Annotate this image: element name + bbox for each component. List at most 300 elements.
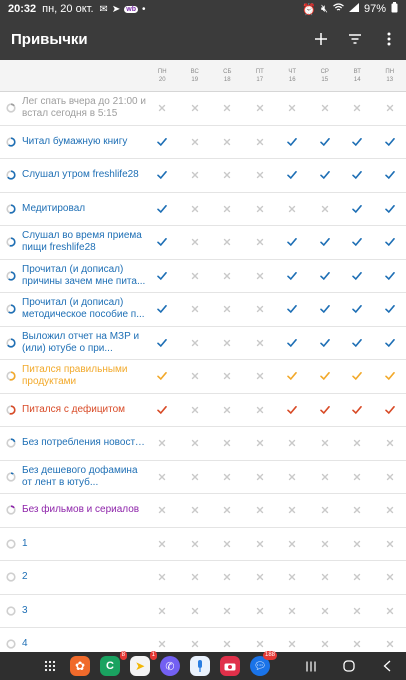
habit-empty-cross-button[interactable]	[244, 237, 277, 247]
habit-empty-cross-button[interactable]	[146, 505, 179, 515]
habit-empty-cross-button[interactable]	[211, 438, 244, 448]
habit-empty-cross-button[interactable]	[341, 539, 374, 549]
status-date: пн, 20 окт.	[42, 3, 94, 15]
habit-row[interactable]	[0, 92, 406, 126]
messages-badge: 188	[264, 652, 275, 658]
habit-empty-cross-button[interactable]	[211, 639, 244, 649]
habit-done-check-button[interactable]	[341, 304, 374, 314]
habit-done-check-button[interactable]	[374, 271, 406, 281]
habit-empty-cross-button[interactable]	[244, 438, 277, 448]
viber-app-button[interactable]	[160, 656, 180, 676]
habit-done-check-button[interactable]	[276, 371, 309, 381]
habit-name: Прочитал (и дописал) причины зачем мне пита...	[22, 263, 146, 287]
habit-empty-cross-button[interactable]	[179, 405, 212, 415]
habit-row[interactable]	[0, 293, 406, 327]
cross-icon	[385, 438, 395, 448]
habit-progress-ring-icon	[6, 539, 16, 549]
habit-empty-cross-button[interactable]	[179, 271, 212, 281]
habit-empty-cross-button[interactable]	[179, 204, 212, 214]
cross-icon	[190, 170, 200, 180]
telegram-icon: ➤	[111, 3, 121, 15]
telegram-app-button[interactable]	[130, 652, 155, 676]
habit-done-check-button[interactable]	[374, 405, 406, 415]
habits-list[interactable]	[0, 60, 406, 652]
checkmark-icon	[385, 237, 395, 247]
habit-done-check-button[interactable]	[341, 170, 374, 180]
habit-empty-cross-button[interactable]	[211, 170, 244, 180]
day-of-week-label: ПН	[157, 69, 167, 75]
cross-icon	[385, 505, 395, 515]
habit-name: Без фильмов и сериалов	[22, 504, 140, 516]
habit-empty-cross-button[interactable]	[179, 438, 212, 448]
habit-done-check-button[interactable]	[374, 371, 406, 381]
habit-row[interactable]	[0, 159, 406, 193]
habit-empty-cross-button[interactable]	[276, 438, 309, 448]
day-of-week-label: ВС	[190, 69, 199, 75]
checkmark-icon	[287, 304, 297, 314]
gmail-icon: ✉	[99, 3, 108, 15]
habit-empty-cross-button[interactable]	[309, 505, 342, 515]
app-bar	[0, 18, 406, 60]
checkmark-icon	[287, 405, 297, 415]
habit-empty-cross-button[interactable]	[374, 103, 406, 113]
habit-empty-cross-button[interactable]	[179, 371, 212, 381]
checkmark-icon	[352, 304, 362, 314]
checkmark-icon	[287, 170, 297, 180]
cross-icon	[287, 572, 297, 582]
habit-empty-cross-button[interactable]	[374, 505, 406, 515]
habit-progress-ring-icon	[6, 505, 16, 515]
habit-row[interactable]	[0, 628, 406, 652]
habit-empty-cross-button[interactable]	[374, 639, 406, 649]
cross-icon	[320, 472, 330, 482]
habit-empty-cross-button[interactable]	[374, 472, 406, 482]
habit-empty-cross-button[interactable]	[244, 204, 277, 214]
checkmark-icon	[352, 271, 362, 281]
cross-icon	[320, 572, 330, 582]
habit-row[interactable]	[0, 327, 406, 361]
day-column-header	[179, 60, 212, 91]
habit-done-check-button[interactable]	[276, 237, 309, 247]
checkmark-icon	[385, 371, 395, 381]
habit-empty-cross-button[interactable]	[211, 405, 244, 415]
habit-name: Лег спать вчера до 21:00 и встал сегодня в 5:15	[22, 96, 146, 120]
habit-progress-ring-icon	[6, 170, 16, 180]
habit-done-check-button[interactable]	[374, 338, 406, 348]
cross-icon	[287, 606, 297, 616]
cross-icon	[255, 371, 265, 381]
habit-empty-cross-button[interactable]	[146, 472, 179, 482]
navigation-bar	[0, 652, 406, 680]
habit-empty-cross-button[interactable]	[179, 137, 212, 147]
habit-done-check-button[interactable]	[309, 371, 342, 381]
cross-icon	[255, 103, 265, 113]
habit-empty-cross-button[interactable]	[179, 103, 212, 113]
habit-row[interactable]	[0, 360, 406, 394]
status-bar	[0, 0, 406, 18]
cross-icon	[222, 539, 232, 549]
habit-row[interactable]	[0, 461, 406, 495]
habit-empty-cross-button[interactable]	[211, 137, 244, 147]
add-habit-button[interactable]	[304, 18, 338, 60]
habit-empty-cross-button[interactable]	[244, 539, 277, 549]
flower-icon: ✿	[74, 659, 86, 673]
checkmark-icon	[352, 338, 362, 348]
apps-grid-button[interactable]	[40, 656, 60, 676]
viber-icon: ✆	[165, 660, 175, 673]
day-of-week-label: СБ	[223, 69, 232, 75]
cross-icon	[320, 505, 330, 515]
habit-empty-cross-button[interactable]	[276, 539, 309, 549]
habit-empty-cross-button[interactable]	[146, 438, 179, 448]
habit-empty-cross-button[interactable]	[309, 572, 342, 582]
habit-empty-cross-button[interactable]	[179, 338, 212, 348]
habit-done-check-button[interactable]	[341, 271, 374, 281]
day-number-label: 19	[191, 77, 199, 83]
cross-icon	[157, 539, 167, 549]
recents-button[interactable]	[292, 652, 330, 680]
habit-done-check-button[interactable]	[341, 371, 374, 381]
cross-icon	[190, 505, 200, 515]
habit-empty-cross-button[interactable]	[146, 606, 179, 616]
habit-empty-cross-button[interactable]	[179, 170, 212, 180]
cross-icon	[255, 438, 265, 448]
habit-empty-cross-button[interactable]	[179, 606, 212, 616]
habit-progress-ring-icon	[6, 137, 16, 147]
habit-row[interactable]	[0, 226, 406, 260]
habit-empty-cross-button[interactable]	[341, 103, 374, 113]
habit-done-check-button[interactable]	[374, 237, 406, 247]
habit-empty-cross-button[interactable]	[211, 472, 244, 482]
habit-done-check-button[interactable]	[309, 237, 342, 247]
habit-empty-cross-button[interactable]	[179, 572, 212, 582]
cross-icon	[157, 639, 167, 649]
habit-empty-cross-button[interactable]	[309, 204, 342, 214]
habit-done-check-button[interactable]	[309, 137, 342, 147]
cross-icon	[222, 271, 232, 281]
habit-empty-cross-button[interactable]	[309, 539, 342, 549]
habit-done-check-button[interactable]	[146, 405, 179, 415]
habit-row[interactable]	[0, 126, 406, 160]
day-of-week-label: ЧТ	[288, 69, 297, 75]
day-number-label: 15	[321, 77, 329, 83]
habit-done-check-button[interactable]	[341, 137, 374, 147]
habit-done-check-button[interactable]	[341, 338, 374, 348]
checkmark-icon	[385, 204, 395, 214]
habit-empty-cross-button[interactable]	[276, 204, 309, 214]
checkmark-icon	[352, 371, 362, 381]
habit-done-check-button[interactable]	[374, 204, 406, 214]
cross-icon	[287, 438, 297, 448]
dot-icon: •	[142, 3, 146, 15]
checkmark-icon	[352, 204, 362, 214]
cross-icon	[222, 237, 232, 247]
cross-icon	[352, 606, 362, 616]
habit-row[interactable]	[0, 595, 406, 629]
habit-done-check-button[interactable]	[374, 170, 406, 180]
habit-empty-cross-button[interactable]	[244, 170, 277, 180]
cross-icon	[157, 505, 167, 515]
habit-empty-cross-button[interactable]	[341, 639, 374, 649]
cross-icon	[255, 204, 265, 214]
habit-progress-ring-icon	[6, 572, 16, 582]
checkmark-icon	[352, 170, 362, 180]
habit-empty-cross-button[interactable]	[374, 539, 406, 549]
cross-icon	[352, 572, 362, 582]
habit-empty-cross-button[interactable]	[309, 606, 342, 616]
habit-done-check-button[interactable]	[341, 405, 374, 415]
habit-empty-cross-button[interactable]	[276, 606, 309, 616]
cross-icon	[352, 639, 362, 649]
habit-done-check-button[interactable]	[341, 237, 374, 247]
cross-icon	[287, 472, 297, 482]
habit-done-check-button[interactable]	[374, 137, 406, 147]
checkmark-icon	[352, 405, 362, 415]
cross-icon	[255, 639, 265, 649]
cross-icon	[190, 237, 200, 247]
habit-empty-cross-button[interactable]	[179, 639, 212, 649]
habit-name: Без дешевого дофамина от лент в ютуб...	[22, 464, 138, 488]
habit-empty-cross-button[interactable]	[374, 572, 406, 582]
habit-done-check-button[interactable]	[146, 338, 179, 348]
habit-done-check-button[interactable]	[146, 304, 179, 314]
habit-done-check-button[interactable]	[276, 170, 309, 180]
cross-icon	[385, 472, 395, 482]
habit-done-check-button[interactable]	[309, 271, 342, 281]
messages-app-button[interactable]	[250, 652, 275, 676]
habit-empty-cross-button[interactable]	[341, 472, 374, 482]
habit-empty-cross-button[interactable]	[244, 304, 277, 314]
habit-progress-ring-icon	[6, 371, 16, 381]
day-column-header	[276, 60, 309, 91]
telegram-badge: 1	[151, 652, 155, 658]
cross-icon	[352, 539, 362, 549]
habit-done-check-button[interactable]	[146, 170, 179, 180]
cross-icon	[190, 204, 200, 214]
cross-icon	[222, 405, 232, 415]
habit-empty-cross-button[interactable]	[211, 606, 244, 616]
habit-empty-cross-button[interactable]	[211, 505, 244, 515]
habit-progress-ring-icon	[6, 472, 16, 482]
cross-icon	[352, 438, 362, 448]
back-button[interactable]	[368, 652, 406, 680]
habit-empty-cross-button[interactable]	[179, 304, 212, 314]
cross-icon	[222, 639, 232, 649]
habit-empty-cross-button[interactable]	[179, 237, 212, 247]
checkmark-icon	[287, 137, 297, 147]
habit-done-check-button[interactable]	[276, 137, 309, 147]
day-column-header	[244, 60, 277, 91]
habit-empty-cross-button[interactable]	[146, 572, 179, 582]
checkmark-icon	[157, 405, 167, 415]
habit-empty-cross-button[interactable]	[276, 505, 309, 515]
habit-progress-ring-icon	[6, 606, 16, 616]
habit-done-check-button[interactable]	[341, 204, 374, 214]
day-number-label: 18	[223, 77, 231, 83]
cross-icon	[255, 137, 265, 147]
cross-icon	[255, 472, 265, 482]
app-shortcut-orange[interactable]	[70, 656, 90, 676]
habit-name: 4	[22, 638, 28, 650]
habit-empty-cross-button[interactable]	[211, 103, 244, 113]
habit-name: Читал бумажную книгу	[22, 135, 128, 147]
habit-done-check-button[interactable]	[146, 137, 179, 147]
habit-name: Питался правильными продуктами	[22, 364, 128, 388]
checkmark-icon	[320, 137, 330, 147]
alarm-icon: ⏰	[302, 3, 317, 16]
habit-empty-cross-button[interactable]	[276, 103, 309, 113]
habit-empty-cross-button[interactable]	[244, 639, 277, 649]
habit-empty-cross-button[interactable]	[276, 472, 309, 482]
checkmark-icon	[385, 405, 395, 415]
habit-name: Медитировал	[22, 202, 86, 214]
habit-done-check-button[interactable]	[276, 304, 309, 314]
phone-app-button[interactable]	[100, 652, 125, 676]
habit-empty-cross-button[interactable]	[309, 438, 342, 448]
habit-empty-cross-button[interactable]	[374, 438, 406, 448]
day-column-header	[374, 60, 406, 91]
cross-icon	[287, 539, 297, 549]
habit-empty-cross-button[interactable]	[179, 539, 212, 549]
habit-empty-cross-button[interactable]	[146, 639, 179, 649]
habit-name: Выложил отчет на МЗР и (или) ютубе о при...	[22, 330, 140, 354]
checkmark-icon	[320, 338, 330, 348]
back-icon	[383, 660, 391, 672]
habit-empty-cross-button[interactable]	[341, 572, 374, 582]
habit-empty-cross-button[interactable]	[211, 371, 244, 381]
habit-empty-cross-button[interactable]	[179, 505, 212, 515]
habit-row[interactable]	[0, 260, 406, 294]
habit-empty-cross-button[interactable]	[146, 103, 179, 113]
checkmark-icon	[157, 204, 167, 214]
filter-button[interactable]	[338, 18, 372, 60]
cross-icon	[157, 572, 167, 582]
signal-icon	[349, 3, 359, 15]
habit-empty-cross-button[interactable]	[244, 137, 277, 147]
habit-empty-cross-button[interactable]	[211, 338, 244, 348]
checkmark-icon	[157, 237, 167, 247]
habit-name: 2	[22, 571, 28, 583]
cross-icon	[320, 639, 330, 649]
cross-icon	[222, 505, 232, 515]
cross-icon	[190, 438, 200, 448]
checkmark-icon	[385, 137, 395, 147]
habit-row[interactable]	[0, 427, 406, 461]
habit-empty-cross-button[interactable]	[341, 505, 374, 515]
cross-icon	[190, 472, 200, 482]
habit-empty-cross-button[interactable]	[211, 271, 244, 281]
cross-icon	[255, 271, 265, 281]
habit-row[interactable]	[0, 528, 406, 562]
habit-done-check-button[interactable]	[146, 371, 179, 381]
habit-empty-cross-button[interactable]	[179, 472, 212, 482]
habit-done-check-button[interactable]	[276, 271, 309, 281]
habit-empty-cross-button[interactable]	[341, 606, 374, 616]
habit-empty-cross-button[interactable]	[341, 438, 374, 448]
habit-progress-ring-icon	[6, 304, 16, 314]
habit-done-check-button[interactable]	[276, 405, 309, 415]
checkmark-icon	[157, 338, 167, 348]
home-button[interactable]	[330, 652, 368, 680]
habit-empty-cross-button[interactable]	[244, 371, 277, 381]
cross-icon	[190, 271, 200, 281]
habit-row[interactable]	[0, 494, 406, 528]
cross-icon	[222, 338, 232, 348]
checkmark-icon	[385, 304, 395, 314]
habit-empty-cross-button[interactable]	[146, 539, 179, 549]
habit-empty-cross-button[interactable]	[309, 103, 342, 113]
habit-done-check-button[interactable]	[276, 338, 309, 348]
camera-app-button[interactable]	[220, 656, 240, 676]
habit-empty-cross-button[interactable]	[374, 606, 406, 616]
cross-icon	[157, 438, 167, 448]
habit-done-check-button[interactable]	[146, 204, 179, 214]
cross-icon	[222, 572, 232, 582]
checkmark-icon	[287, 338, 297, 348]
habit-progress-ring-icon	[6, 438, 16, 448]
habit-empty-cross-button[interactable]	[244, 271, 277, 281]
habit-done-check-button[interactable]	[309, 405, 342, 415]
habit-empty-cross-button[interactable]	[309, 472, 342, 482]
day-number-label: 20	[158, 77, 166, 83]
cross-icon	[385, 539, 395, 549]
day-column-header	[341, 60, 374, 91]
days-header	[0, 60, 406, 92]
checkmark-icon	[157, 170, 167, 180]
habit-empty-cross-button[interactable]	[211, 204, 244, 214]
cross-icon	[385, 103, 395, 113]
habit-empty-cross-button[interactable]	[309, 639, 342, 649]
cross-icon	[255, 170, 265, 180]
habit-empty-cross-button[interactable]	[211, 237, 244, 247]
wifi-icon	[333, 3, 344, 15]
phone-icon: C	[106, 660, 114, 672]
checkmark-icon	[287, 271, 297, 281]
cross-icon	[385, 572, 395, 582]
notification-icons	[100, 4, 146, 15]
habit-done-check-button[interactable]	[374, 304, 406, 314]
cross-icon	[190, 304, 200, 314]
habit-row[interactable]	[0, 394, 406, 428]
habit-empty-cross-button[interactable]	[244, 472, 277, 482]
habit-done-check-button[interactable]	[309, 338, 342, 348]
habit-empty-cross-button[interactable]	[244, 338, 277, 348]
habit-row[interactable]	[0, 193, 406, 227]
habit-empty-cross-button[interactable]	[244, 606, 277, 616]
habit-empty-cross-button[interactable]	[211, 572, 244, 582]
habit-empty-cross-button[interactable]	[244, 405, 277, 415]
day-number-label: 17	[256, 77, 264, 83]
habit-empty-cross-button[interactable]	[244, 505, 277, 515]
habit-empty-cross-button[interactable]	[244, 572, 277, 582]
habit-empty-cross-button[interactable]	[276, 639, 309, 649]
cross-icon	[320, 103, 330, 113]
apps-grid-icon	[44, 660, 56, 672]
cross-icon	[222, 438, 232, 448]
habit-empty-cross-button[interactable]	[244, 103, 277, 113]
habit-row[interactable]	[0, 561, 406, 595]
habit-done-check-button[interactable]	[309, 304, 342, 314]
voice-assistant-button[interactable]	[190, 656, 210, 676]
habit-done-check-button[interactable]	[146, 271, 179, 281]
habit-empty-cross-button[interactable]	[211, 539, 244, 549]
habit-empty-cross-button[interactable]	[276, 572, 309, 582]
habit-done-check-button[interactable]	[309, 170, 342, 180]
habit-done-check-button[interactable]	[146, 237, 179, 247]
cross-icon	[255, 338, 265, 348]
habit-empty-cross-button[interactable]	[211, 304, 244, 314]
overflow-menu-button[interactable]	[372, 18, 406, 60]
